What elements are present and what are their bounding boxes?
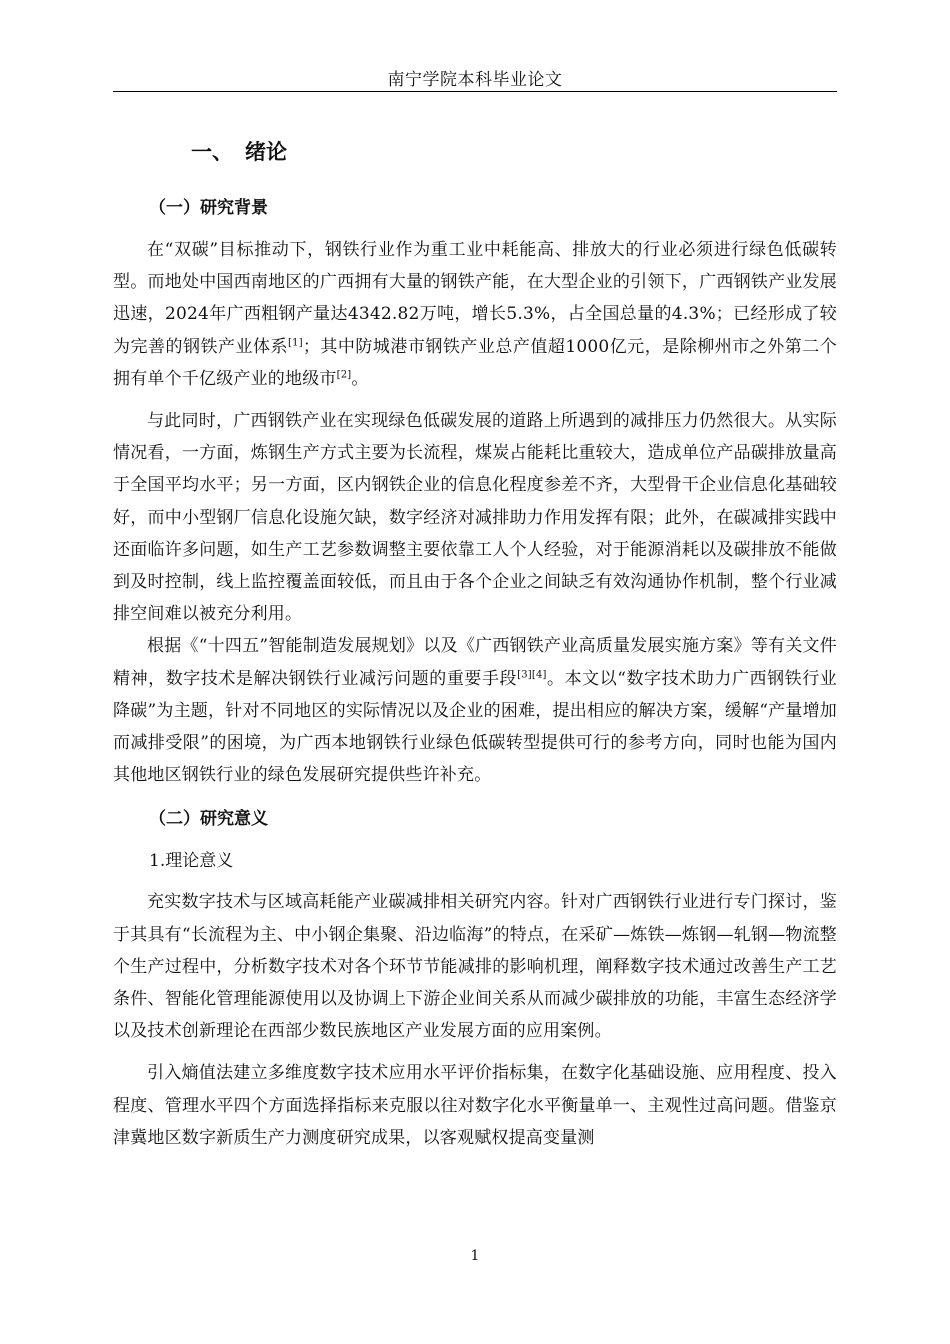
paragraph: 根据《“十四五”智能制造发展规划》以及《广西钢铁产业高质量发展实施方案》等有关文件精神，数字技术是解决钢铁行业减污问题的重要手段[3][4]。本文以“数字技术助力广西钢铁行业降碳”为主题，针对不同地区的实际情况以及企业的困难，提出相应的解决方案，缓解“产量增加而减排受限”的困境，为广西本地钢铁行业绿色低碳转型提供可行的参考方向，同时也能为国内其他地区钢铁行业的绿色发展研究提供些许补充。 <box>113 636 837 786</box>
subsection-heading: 1.理论意义 <box>149 851 234 872</box>
running-header: 南宁学院本科毕业论文 <box>387 70 563 90</box>
page-number: 1 <box>470 1248 480 1264</box>
chapter-title: 绪论 <box>245 140 287 164</box>
chapter-heading <box>191 134 837 170</box>
chapter-number: 一、 <box>191 140 233 164</box>
page-body <box>113 134 837 1154</box>
citation-ref[interactable]: [2] <box>336 369 352 381</box>
paragraph: 与此同时，广西钢铁产业在实现绿色低碳发展的道路上所遇到的减排压力仍然很大。从实际情况看，一方面，炼钢生产方式主要为长流程，煤炭占能耗比重较大，造成单位产品碳排放量高于全国平均水平；另一方面，区内钢铁企业的信息化程度参差不齐，大型骨干企业信息化基础较好，而中小型钢厂信息化设施欠缺，数字经济对减排助力作用发挥有限；此外，在碳减排实践中还面临许多问题，如生产工艺参数调整主要依靠工人个人经验，对于能源消耗以及碳排放不能做到及时控制，线上监控覆盖面较低，而且由于各个企业之间缺乏有效沟通协作机制，整个行业减排空间难以被充分利用。 <box>113 411 837 625</box>
section-heading-background: （一）研究背景 <box>149 198 268 218</box>
paragraph: 引入熵值法建立多维度数字技术应用水平评价指标集，在数字化基础设施、应用程度、投入程度、管理水平四个方面选择指标来克服以往对数字化水平衡量单一、主观性过高问题。借鉴京津冀地区数字新质生产力测度研究成果，以客观赋权提高变量测 <box>113 1063 837 1148</box>
section-heading-significance: （二）研究意义 <box>149 809 268 830</box>
header-divider <box>113 91 837 92</box>
citation-ref[interactable]: [3][4] <box>517 668 547 680</box>
paragraph: 充实数字技术与区域高耗能产业碳减排相关研究内容。针对广西钢铁行业进行专门探讨，鉴于其具有“长流程为主、中小钢企集聚、沿边临海”的特点，在采矿—炼铁—炼钢—轧钢—物流整个生产过程中，分析数字技术对各个环节节能减排的影响机理，阐释数字技术通过改善生产工艺条件、智能化管理能源使用以及协调上下游企业间关系从而减少碳排放的功能，丰富生态经济学以及技术创新理论在西部少数民族地区产业发展方面的应用案例。 <box>113 892 837 1042</box>
paragraph: 在“双碳”目标推动下，钢铁行业作为重工业中耗能高、排放大的行业必须进行绿色低碳转型。而地处中国西南地区的广西拥有大量的钢铁产能，在大型企业的引领下，广西钢铁产业发展迅速，2024年广西粗钢产量达4342.82万吨，增长5.3%，占全国总量的4.3%；已经形成了较为完善的钢铁产业体系[1]；其中防城港市钢铁产业总产值超1000亿元，是除柳州市之外第二个拥有单个千亿级产业的地级市[2]。 <box>113 240 837 389</box>
citation-ref[interactable]: [1] <box>288 336 303 348</box>
